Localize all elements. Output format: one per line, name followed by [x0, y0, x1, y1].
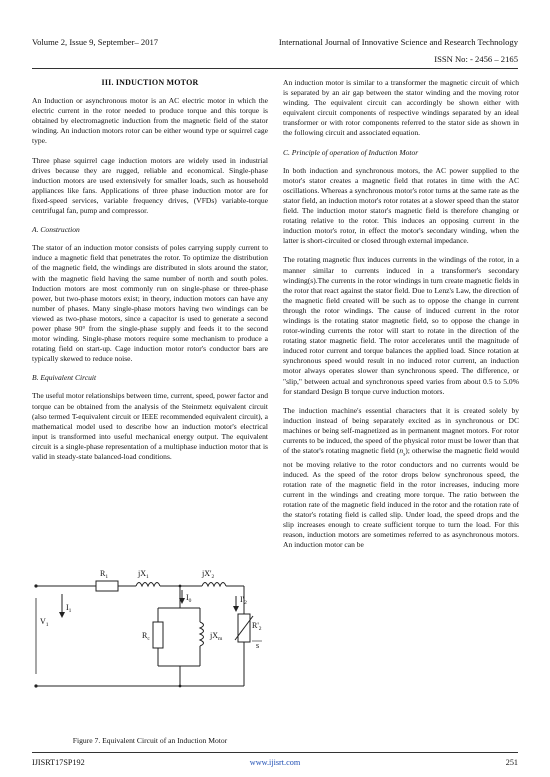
label-jx1: $jX_1$ — [138, 569, 149, 580]
footer-rule — [32, 752, 518, 753]
label-jxm: $jX_m$ — [210, 631, 223, 642]
right-column — [283, 78, 519, 560]
label-v1: $V_1$ — [40, 617, 49, 628]
paragraph-rotating-field: In both induction and synchronous motors, the AC power supplied to the motor's stator creates a magnetic field that rotates in time with the AC oscillations. Whereas a synchronous motor's rotor turns at the same rate as the stator field, an induction motor's rotor rotates at a slower speed than the stator field. The induction motor stator's magnetic field is therefore changing or rotating relative to the rotor. This induces an opposing current in the induction motor's rotor, in effect the motor's secondary winding, when the latter is short-circuited or closed through external impedance. — [283, 165, 519, 246]
header-volume: Volume 2, Issue 9, September– 2017 — [32, 37, 159, 47]
label-rc: $R_c$ — [142, 631, 150, 642]
subsection-principle-of-operation: C. Principle of operation of Induction Motor — [283, 147, 419, 157]
left-column — [32, 78, 268, 471]
paragraph-applications: Three phase squirrel cage induction motors are widely used in industrial drives because they are rugged, reliable and economical. Single-phase induction motors are used extensively for smaller loads, such as household appliances like fans. Applications of three phase induction motor are for fixed-speed services, variable frequency drives, (VFDs) variable-torque centrifugal fan, pump and compressor. — [32, 155, 268, 216]
label-jx2: $jX'_2$ — [202, 569, 215, 580]
footer-paper-id: IJISRT17SP192 — [32, 758, 85, 767]
paragraph-slip: The induction machine's essential characters that it is created solely by induction instead of being separately excited as in synchronous or DC machines or being self-magnetized as in permanent magnet motors. For rotor currents to be induced, the speed of the physical rotor must be lower than that of the stator's rotating magnetic field $(n_s)$; otherwise the magnetic field would not be moving relative to the rotor conductors and no currents would be induced. As the speed of the rotor drops below synchronous speed, the rotation rate of the magnetic field in the rotor increases, inducing more current in the windings and creating more torque. The ratio between the rotation rate of the magnetic field induced in the rotor and the rotation rate of the stator's rotating field is called slip. Under load, the speed drops and the slip increases enough to create sufficient torque to turn the load. For this reason, induction motors are sometimes referred to as asynchronous motors. An induction motor can be — [283, 405, 519, 550]
footer-page-number: 251 — [505, 758, 518, 767]
label-i1: $I_1$ — [66, 603, 72, 614]
label-slip: s — [256, 641, 260, 650]
paragraph-transformer-analogy: An induction motor is similar to a transformer the magnetic circuit of which is separated by an air gap between the stator winding and the moving rotor winding. The equivalent circuit can accordingly be shown either with equivalent circuit components of respective windings separated by an ideal transformer or with rotor components referred to the stator side as shown in the following circuit and associated equation. — [283, 78, 519, 138]
header-journal: International Journal of Innovative Science and Research Technology — [278, 37, 518, 47]
figure-caption: Figure 7. Equivalent Circuit of an Induction Motor — [72, 736, 228, 745]
subsection-construction: A. Construction — [32, 225, 80, 235]
paragraph-construction: The stator of an induction motor consists of poles carrying supply current to induce a magnetic field that penetrates the rotor. To optimize the distribution of the magnetic field, the windings are distributed in slots around the stator, with the magnetic field having the same number of north and south poles. Induction motors are most commonly run on single-phase or three-phase power, but two-phase motors exist; in theory, induction motors can have any number of phases. Many single-phase motors having two windings can be viewed as two-phase motors, since a capacitor is used to generate a second power phase 90° from the single-phase supply and feeds it to the second motor winding. Single-phase motors require some mechanism to produce a rotating field on start-up. Cage induction motor rotor's conductor bars are typically skewed to reduce noise. — [32, 243, 268, 364]
equivalent-circuit-figure — [32, 566, 268, 716]
header-issn: ISSN No: - 2456 – 2165 — [434, 54, 518, 64]
paragraph-induced-currents: The rotating magnetic flux induces currents in the windings of the rotor, in a manner similar to currents induced in a transformer's secondary winding(s).The currents in the rotor windings in turn create magnetic fields in the rotor that react against the stator field. Due to Lenz's Law, the direction of the magnetic field created will be such as to oppose the change in current through the rotor windings. The cause of induced current in the rotor windings is the rotating stator magnetic field, so to oppose the change in rotor-winding currents the rotor will start to rotate in the direction of the rotating stator magnetic field. The rotor accelerates until the magnitude of induced rotor current and torque balances the applied load. Since rotation at synchronous speed would result in no induced rotor current, an induction motor always operates slower than synchronous speed. The difference, or "slip," between actual and synchronous speed varies from about 0.5 to 5.0% for standard Design B torque curve induction motors. — [283, 255, 519, 396]
section-heading-induction-motor: III. INDUCTION MOTOR — [101, 78, 199, 87]
paragraph-intro: An Induction or asynchronous motor is an AC electric motor in which the electric current in the rotor needed to produce torque and this torque is obtained by electromagnetic induction from the magnetic field of the stator winding. An induction motors rotor can be either wound type or squirrel cage type. — [32, 96, 268, 146]
header-rule — [32, 68, 518, 69]
label-i0: $I_0$ — [186, 593, 192, 604]
synchronous-speed-symbol: $n_s$ — [399, 446, 406, 458]
subsection-equivalent-circuit: B. Equivalent Circuit — [32, 373, 97, 383]
label-r1: $R_1$ — [100, 569, 109, 580]
label-r2: $R'_2$ — [252, 621, 262, 632]
paragraph-equivalent-circuit: The useful motor relationships between time, current, speed, power factor and torque can be obtained from the analysis of the Steinmetz equivalent circuit (also termed T-equivalent circuit or IEEE recommended equivalent circuit), a mathematical model used to describe how an induction motor's electrical input is transformed into useful mechanical energy output. The equivalent circuit is a single-phase representation of a multiphase induction motor that is valid in steady-state balanced-load conditions. — [32, 391, 268, 461]
label-i2: $I'_2$ — [240, 595, 247, 606]
footer-website-link[interactable]: www.ijisrt.com — [249, 758, 301, 767]
